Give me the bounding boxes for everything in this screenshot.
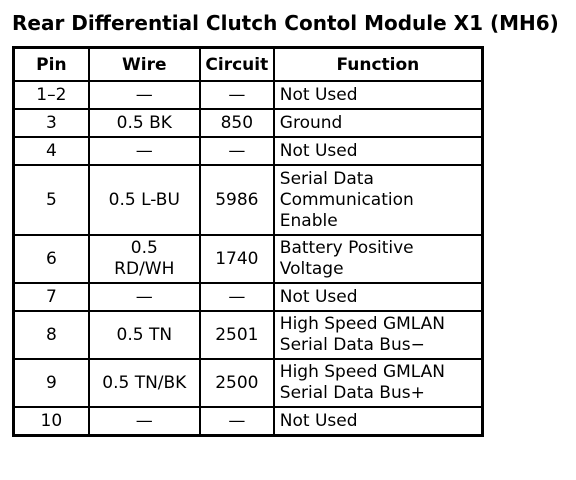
- circuit-cell: —: [200, 81, 274, 109]
- pin-cell: 10: [14, 407, 89, 436]
- pin-cell: 6: [14, 235, 89, 283]
- pin-cell: 8: [14, 311, 89, 359]
- function-cell: High Speed GMLAN Serial Data Bus−: [274, 311, 483, 359]
- table-row: [14, 311, 483, 359]
- header-circuit: Circuit: [200, 48, 274, 82]
- circuit-cell: 2501: [200, 311, 274, 359]
- wire-cell: 0.5 TN/BK: [89, 359, 200, 407]
- header-wire: Wire: [89, 48, 200, 82]
- function-cell: Not Used: [274, 407, 483, 436]
- function-cell: Ground: [274, 109, 483, 137]
- function-cell: Not Used: [274, 137, 483, 165]
- wire-cell: —: [89, 283, 200, 311]
- wire-cell: 0.5 TN: [89, 311, 200, 359]
- pin-cell: 1–2: [14, 81, 89, 109]
- function-cell: Not Used: [274, 81, 483, 109]
- function-cell: High Speed GMLAN Serial Data Bus+: [274, 359, 483, 407]
- header-function: Function: [274, 48, 483, 82]
- wire-cell: 0.5 BK: [89, 109, 200, 137]
- wire-cell: —: [89, 137, 200, 165]
- circuit-cell: 850: [200, 109, 274, 137]
- circuit-cell: —: [200, 137, 274, 165]
- circuit-cell: —: [200, 283, 274, 311]
- wire-cell: —: [89, 407, 200, 436]
- pin-cell: 7: [14, 283, 89, 311]
- function-cell: Serial Data Communication Enable: [274, 165, 483, 235]
- pin-cell: 4: [14, 137, 89, 165]
- wire-cell: 0.5 L-BU: [89, 165, 200, 235]
- circuit-cell: 5986: [200, 165, 274, 235]
- function-cell: Battery Positive Voltage: [274, 235, 483, 283]
- table-row: [14, 109, 483, 137]
- circuit-cell: 1740: [200, 235, 274, 283]
- circuit-cell: —: [200, 407, 274, 436]
- pin-cell: 5: [14, 165, 89, 235]
- wire-cell: —: [89, 81, 200, 109]
- circuit-cell: 2500: [200, 359, 274, 407]
- header-row: [14, 48, 483, 82]
- table-row: [14, 359, 483, 407]
- table-row: [14, 165, 483, 235]
- table-row: [14, 137, 483, 165]
- wire-cell: 0.5 RD/WH: [89, 235, 200, 283]
- document-title: Rear Differential Clutch Contol Module X1 (MH6): [12, 11, 559, 35]
- table-row: [14, 81, 483, 109]
- table-row: [14, 283, 483, 311]
- table-row: [14, 407, 483, 436]
- pin-cell: 3: [14, 109, 89, 137]
- function-cell: Not Used: [274, 283, 483, 311]
- table-row: [14, 235, 483, 283]
- header-pin: Pin: [14, 48, 89, 82]
- pinout-table: [12, 46, 484, 437]
- pin-cell: 9: [14, 359, 89, 407]
